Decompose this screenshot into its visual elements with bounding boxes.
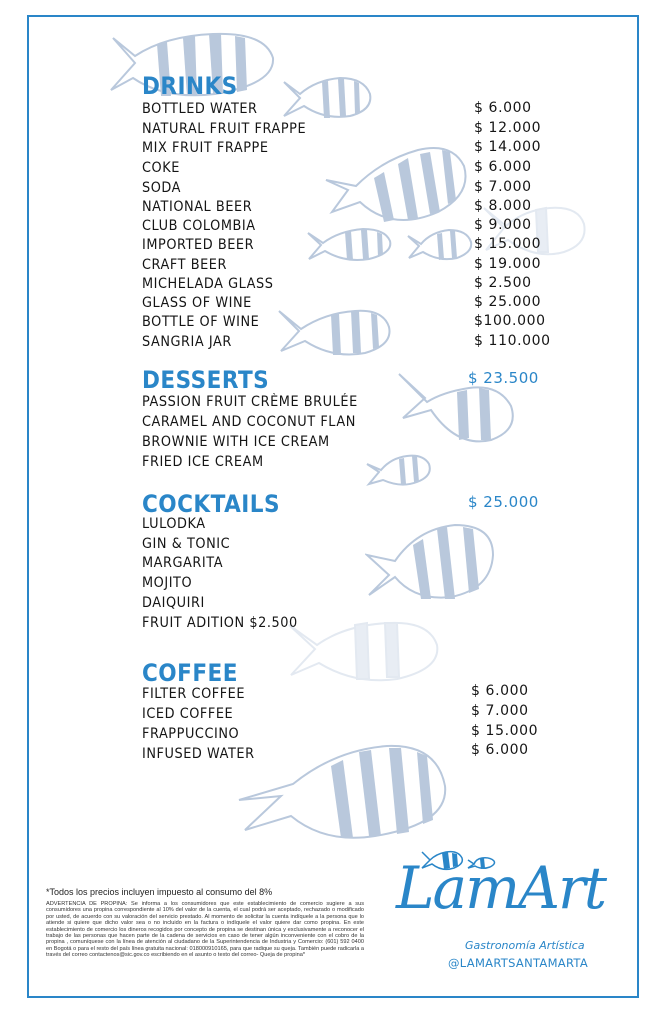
menu-item: NATURAL FRUIT FRAPPE bbox=[142, 121, 307, 137]
menu-item: INFUSED WATER bbox=[142, 746, 255, 762]
cocktails-heading: COCKTAILS bbox=[142, 490, 280, 518]
menu-item: LULODKA bbox=[142, 516, 206, 532]
menu-item: MOJITO bbox=[142, 575, 193, 591]
menu-item: FRUIT ADITION $2.500 bbox=[142, 615, 298, 631]
menu-item-price: $ 7.000 bbox=[471, 703, 529, 719]
menu-item: GIN & TONIC bbox=[142, 536, 231, 552]
menu-item-price: $ 110.000 bbox=[474, 333, 551, 349]
menu-item: FRAPPUCCINO bbox=[142, 726, 240, 742]
menu-item: COKE bbox=[142, 160, 180, 176]
menu-item: BOTTLED WATER bbox=[142, 101, 258, 117]
fish-illustration-icon bbox=[322, 140, 472, 230]
menu-item-price: $ 19.000 bbox=[474, 256, 542, 272]
menu-item-price: $ 8.000 bbox=[474, 198, 532, 214]
menu-item: MARGARITA bbox=[142, 555, 224, 571]
menu-item-price: $ 15.000 bbox=[474, 236, 542, 252]
menu-item: DAIQUIRI bbox=[142, 595, 205, 611]
menu-item: SANGRIA JAR bbox=[142, 334, 232, 350]
brand-social-handle: @LAMARTSANTAMARTA bbox=[448, 956, 589, 970]
fish-illustration-icon bbox=[280, 74, 375, 124]
fish-illustration-icon bbox=[365, 515, 500, 605]
menu-item: GLASS OF WINE bbox=[142, 295, 252, 311]
menu-item-price: $ 6.000 bbox=[474, 100, 532, 116]
menu-item: SODA bbox=[142, 180, 182, 196]
menu-item: PASSION FRUIT CRÈME BRULÉE bbox=[142, 394, 358, 410]
fish-illustration-icon bbox=[305, 225, 395, 265]
menu-item-price: $ 14.000 bbox=[474, 139, 542, 155]
fish-illustration-icon bbox=[285, 615, 445, 685]
fish-illustration-icon bbox=[405, 226, 475, 266]
tax-note: *Todos los precios incluyen impuesto al consumo del 8% bbox=[46, 887, 273, 897]
fish-illustration-icon bbox=[235, 740, 455, 840]
menu-item-price: $ 2.500 bbox=[474, 275, 532, 291]
menu-item-price: $ 12.000 bbox=[474, 120, 542, 136]
menu-item-price: $ 7.000 bbox=[474, 179, 532, 195]
menu-item-price: $ 6.000 bbox=[474, 159, 532, 175]
brand-tagline: Gastronomía Artística bbox=[465, 939, 585, 952]
desserts-price: $ 23.500 bbox=[468, 369, 539, 387]
menu-item-price: $100.000 bbox=[474, 313, 546, 329]
menu-item: CARAMEL AND COCONUT FLAN bbox=[142, 414, 356, 430]
menu-item: IMPORTED BEER bbox=[142, 237, 255, 253]
fish-illustration-icon bbox=[365, 450, 435, 490]
menu-item: BROWNIE WITH ICE CREAM bbox=[142, 434, 330, 450]
coffee-heading: COFFEE bbox=[142, 659, 238, 687]
menu-item-price: $ 9.000 bbox=[474, 217, 532, 233]
menu-item: BOTTLE OF WINE bbox=[142, 314, 260, 330]
cocktails-price: $ 25.000 bbox=[468, 493, 539, 511]
menu-item: MIX FRUIT FRAPPE bbox=[142, 140, 269, 156]
menu-item: CRAFT BEER bbox=[142, 257, 227, 273]
menu-item-price: $ 6.000 bbox=[471, 742, 529, 758]
menu-item: MICHELADA GLASS bbox=[142, 276, 274, 292]
tip-advisory: ADVERTENCIA DE PROPINA: Se informa a los consumidores que este establecimiento de comercio sugiere a sus consumidores una propina correspondiente al 10% del valor de la cuenta, el cual podrá ser aceptado, rechazado o modificado por usted, de acuerdo con su valoración del servicio prestado. Al momento de solicitar la cuenta indíquele a la persona que lo atiende si quiere que dicho valor sea o no incluido en la factura o indíquele el valor quiere dar como propina. En este establecimiento de comercio los dineros recogidos por concepto de propina se destinan única y exclusivamente a reconocer el trabajo de las personas que hacen parte de la cadena de servicios en caso de tener algún inconveniente con el cobro de la propina , comuníquese con la línea de atención al ciudadano de la Superintendencia de Industria y Comercio: (601) 592 0400 en Bogotá o para el resto del país línea gratuita nacional: 018000910165, para que radique su queja. También puede radicarla a través del correo contactenos@sic.gov.co escribiendo en el asunto o texto del correo- Queja de propina* bbox=[46, 901, 364, 959]
drinks-heading: DRINKS bbox=[142, 72, 238, 100]
menu-item: FRIED ICE CREAM bbox=[142, 454, 264, 470]
fish-illustration-icon bbox=[275, 305, 395, 360]
menu-item: NATIONAL BEER bbox=[142, 199, 253, 215]
menu-item: FILTER COFFEE bbox=[142, 686, 246, 702]
menu-item-price: $ 25.000 bbox=[474, 294, 542, 310]
menu-item-price: $ 6.000 bbox=[471, 683, 529, 699]
brand-logo: LamArt bbox=[396, 854, 606, 922]
menu-item: CLUB COLOMBIA bbox=[142, 218, 256, 234]
menu-item: ICED COFFEE bbox=[142, 706, 234, 722]
menu-item-price: $ 15.000 bbox=[471, 723, 539, 739]
desserts-heading: DESSERTS bbox=[142, 366, 270, 394]
